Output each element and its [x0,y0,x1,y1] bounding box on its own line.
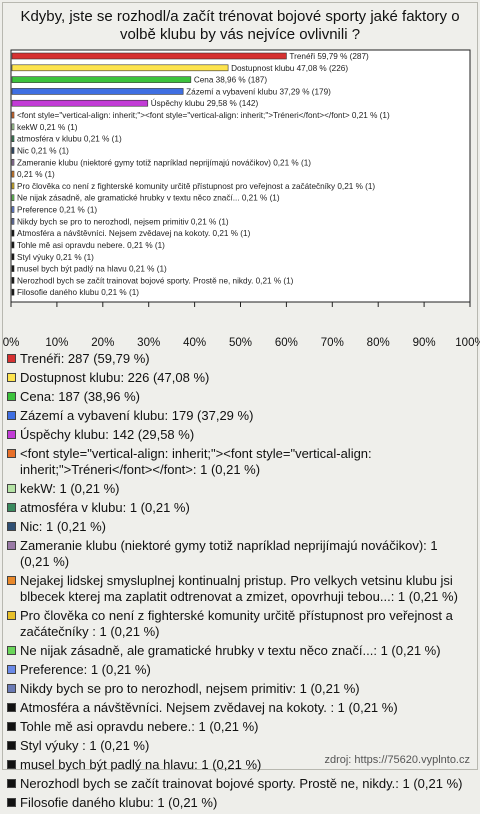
bar-16 [12,242,14,248]
chart-legend [6,351,468,814]
legend-label: Dostupnost klubu: 226 (47,08 %) [20,370,209,385]
legend-label: atmosféra v klubu: 1 (0,21 %) [20,500,190,515]
x-tick-label-2: 20% [91,337,114,349]
bar-15 [12,230,14,236]
bar-12 [12,195,14,201]
bar-5 [12,112,14,118]
bar-label-13: Preference 0,21 % (1) [17,206,97,215]
legend-item [6,700,468,716]
legend-item [6,538,468,570]
legend-item [6,370,468,386]
legend-label: Tohle mě asi opravdu nebere.: 1 (0,21 %) [20,719,258,734]
legend-label: Styl výuky : 1 (0,21 %) [20,738,149,753]
legend-label: kekW: 1 (0,21 %) [20,481,119,496]
bar-label-19: Nerozhodl bych se začít trainovat bojové sporty. Prostě ne, nikdy. 0,21 % (1) [17,276,294,285]
bar-8 [12,147,14,153]
legend-label: Ne nijak zásadně, ale gramatické hrubky v textu něco značí...: 1 (0,21 %) [20,643,441,658]
legend-swatch [7,576,16,585]
bar-7 [12,136,14,142]
bar-20 [12,289,14,295]
bar-label-5: <font style="vertical-align: inherit;"><font style="vertical-align: inherit;">Tréneri</font></font> 0,21 % (1) [17,111,390,120]
legend-label: Nerozhodl bych se začít trainovat bojové sporty. Prostě ne, nikdy.: 1 (0,21 %) [20,776,462,791]
legend-swatch [7,411,16,420]
legend-item [6,481,468,497]
bar-label-3: Zázemí a vybavení klubu 37,29 % (179) [186,87,331,96]
legend-item [6,427,468,443]
legend-label: Atmosféra a návštěvníci. Nejsem zvědavej na kokoty. : 1 (0,21 %) [20,700,398,715]
x-tick-label-3: 30% [137,337,160,349]
legend-item [6,608,468,640]
bar-label-7: atmosféra v klubu 0,21 % (1) [17,135,122,144]
bar-label-11: Pro člověka co není z fighterské komunity určitě přístupnost pro veřejnost a začátečníky 0,21 % (1) [17,182,375,191]
legend-label: Filosofie daného klubu: 1 (0,21 %) [20,795,217,810]
bar-label-16: Tohle mě asi opravdu nebere. 0,21 % (1) [17,241,165,250]
bar-0 [12,53,286,59]
chart-title: Kdyby, jste se rozhodl/a začít trénovat bojové sporty jaké faktory o volbě klubu by vás nejvíce ovlivnili ? [4,8,476,44]
bar-label-17: Styl výuky 0,21 % (1) [17,253,94,262]
x-tick-label-0: 0% [3,337,20,349]
bar-17 [12,254,14,260]
bar-label-12: Ne nijak zásadně, ale gramatické hrubky v textu něco značí... 0,21 % (1) [17,194,280,203]
legend-swatch [7,760,16,769]
source-note: zdroj: https://75620.vyplnto.cz [324,754,470,766]
legend-label: Nejakej lidskej smysluplnej kontinualnj pristup. Pro velkych vetsinu klubu jsi blbecek kterej ma zaplatit odtrenovat a zmizet, opovrhuji tebou...: 1 (0,21 %) [20,573,458,604]
legend-item [6,738,468,754]
legend-swatch [7,779,16,788]
x-tick-label-8: 80% [367,337,390,349]
legend-label: Pro člověka co není z fighterské komunity určitě přístupnost pro veřejnost a začátečníky : 1 (0,21 %) [20,608,453,639]
legend-item [6,408,468,424]
bar-label-15: Atmosféra a návštěvníci. Nejsem zvědavej na kokoty. 0,21 % (1) [17,229,251,238]
legend-item [6,519,468,535]
legend-item [6,351,468,367]
legend-label: Nikdy bych se pro to nerozhodl, nejsem primitiv: 1 (0,21 %) [20,681,360,696]
legend-swatch [7,741,16,750]
bar-label-20: Filosofie daného klubu 0,21 % (1) [17,288,139,297]
bar-10 [12,171,14,177]
bar-3 [12,88,183,94]
legend-swatch [7,392,16,401]
x-tick-label-4: 40% [183,337,206,349]
legend-swatch [7,722,16,731]
x-tick-label-10: 100 [455,337,480,349]
bar-label-4: Úspěchy klubu 29,58 % (142) [151,98,259,108]
x-tick-label-5: 50% [229,337,252,349]
bar-9 [12,159,14,165]
bar-label-0: Trenéři 59,79 % (287) [289,52,369,61]
bar-chart [0,0,480,350]
bar-4 [12,100,148,106]
legend-label: Nic: 1 (0,21 %) [20,519,106,534]
legend-swatch [7,373,16,382]
legend-swatch [7,665,16,674]
legend-label: <font style="vertical-align: inherit;"><font style="vertical-align: inherit;">Tréneri</font></font>: 1 (0,21 %) [20,446,372,477]
legend-swatch [7,503,16,512]
bar-label-10: 0,21 % (1) [17,170,55,179]
legend-label: Cena: 187 (38,96 %) [20,389,140,404]
legend-item [6,795,468,811]
legend-item [6,500,468,516]
legend-label: Zázemí a vybavení klubu: 179 (37,29 %) [20,408,253,423]
legend-item [6,389,468,405]
legend-label: musel bych být padlý na hlavu: 1 (0,21 %) [20,757,261,772]
legend-swatch [7,522,16,531]
legend-swatch [7,449,16,458]
x-tick-label-9: 90% [413,337,436,349]
legend-label: Trenéři: 287 (59,79 %) [20,351,150,366]
x-tick-label-6: 60% [275,337,298,349]
bar-1 [12,65,228,71]
legend-item [6,573,468,605]
legend-item [6,719,468,735]
legend-swatch [7,430,16,439]
bar-18 [12,266,14,272]
bar-2 [12,77,191,83]
legend-item [6,776,468,792]
bar-13 [12,207,14,213]
bar-label-8: Nic 0,21 % (1) [17,146,69,155]
bar-14 [12,218,14,224]
legend-swatch [7,684,16,693]
legend-swatch [7,354,16,363]
legend-item [6,446,468,478]
bar-label-1: Dostupnost klubu 47,08 % (226) [231,64,348,73]
legend-label: Zameranie klubu (niektoré gymy totiž napríklad neprijímajú nováčikov): 1 (0,21 %) [20,538,438,569]
legend-swatch [7,541,16,550]
x-tick-label-1: 10% [45,337,68,349]
bar-label-14: Nikdy bych se pro to nerozhodl, nejsem primitiv 0,21 % (1) [17,217,229,226]
bar-11 [12,183,14,189]
bar-label-6: kekW 0,21 % (1) [17,123,78,132]
legend-swatch [7,611,16,620]
legend-swatch [7,703,16,712]
legend-item [6,681,468,697]
legend-swatch [7,798,16,807]
legend-swatch [7,646,16,655]
x-tick-label-7: 70% [321,337,344,349]
legend-label: Preference: 1 (0,21 %) [20,662,151,677]
bar-label-2: Cena 38,96 % (187) [194,76,268,85]
bar-6 [12,124,14,130]
legend-item [6,662,468,678]
bar-19 [12,277,14,283]
legend-swatch [7,484,16,493]
bar-label-18: musel bych být padlý na hlavu 0,21 % (1) [17,265,167,274]
legend-label: Úspěchy klubu: 142 (29,58 %) [20,427,194,442]
bar-label-9: Zameranie klubu (niektoré gymy totiž napríklad neprijímajú nováčikov) 0,21 % (1) [17,158,311,167]
legend-item [6,643,468,659]
